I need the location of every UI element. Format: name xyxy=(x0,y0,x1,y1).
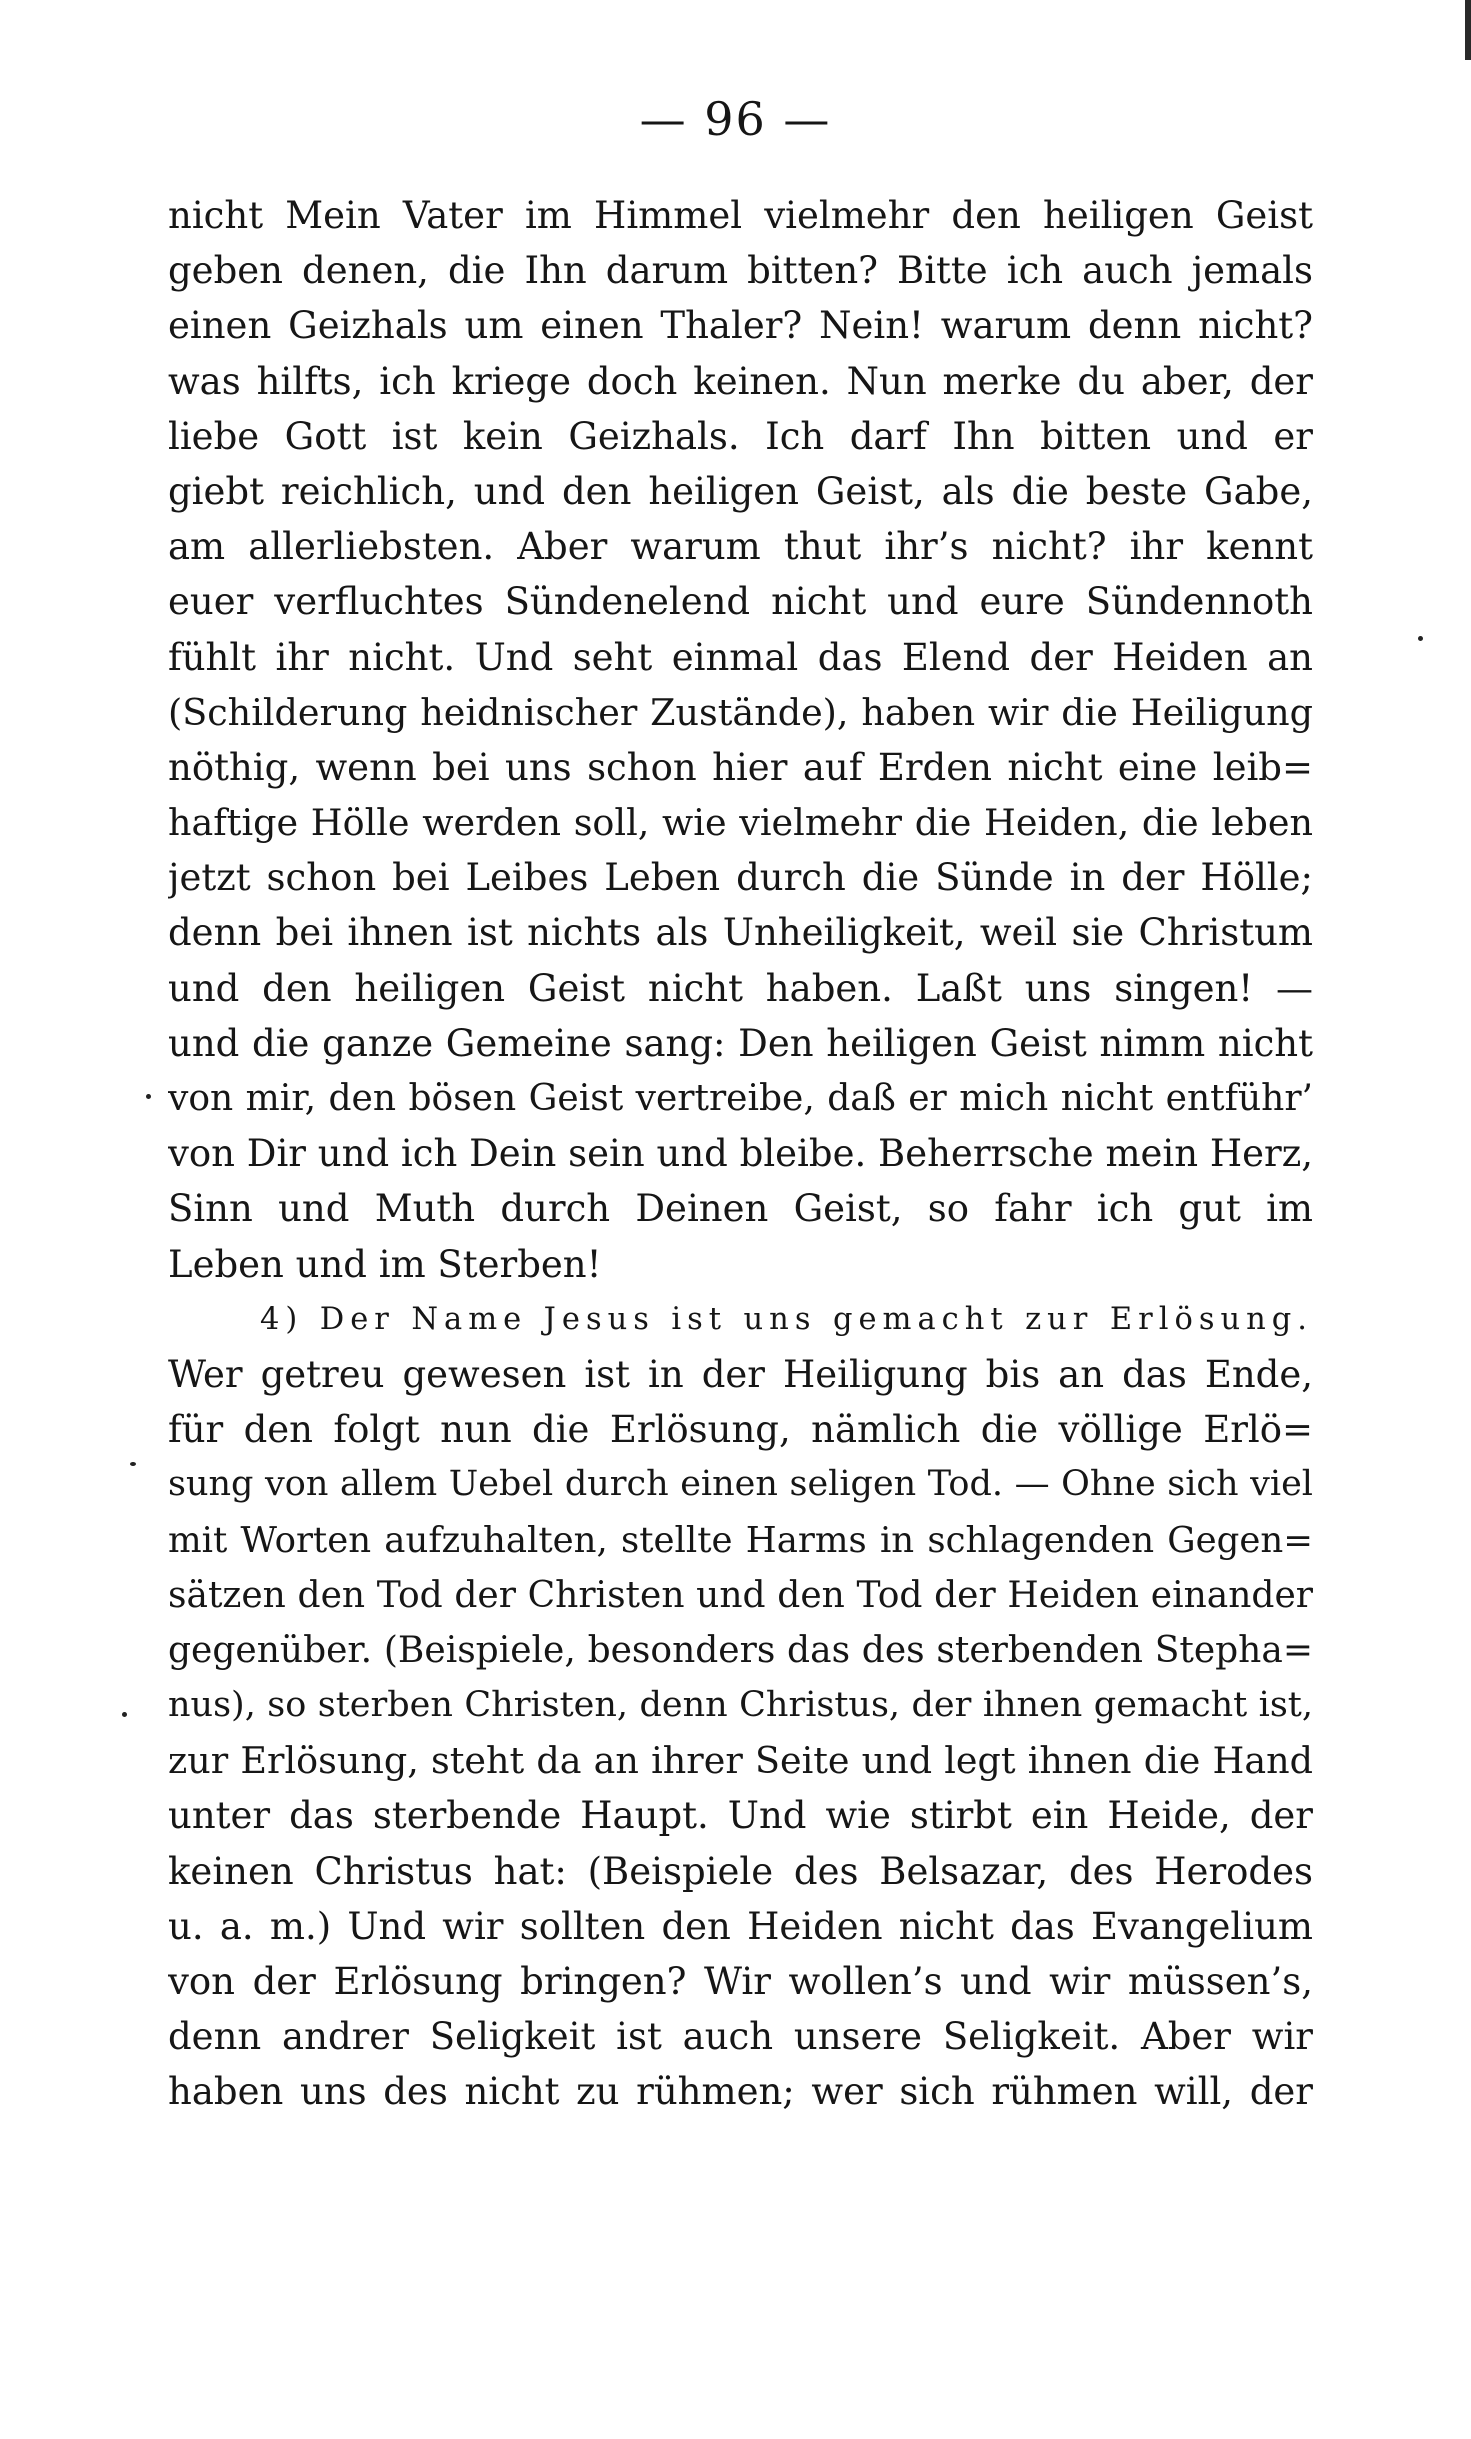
ink-speck xyxy=(1418,636,1423,641)
text-line: u. a. m.) Und wir sollten den Heiden nicht das Evangelium xyxy=(168,1904,1313,1948)
text-line: und den heiligen Geist nicht haben. Laßt uns singen! — xyxy=(168,966,1313,1010)
text-line: unter das sterbende Haupt. Und wie stirbt ein Heide, der xyxy=(168,1794,1313,1838)
text-line: Sinn und Muth durch Deinen Geist, so fahr ich gut im xyxy=(168,1187,1313,1231)
text-line: Leben und im Sterben! xyxy=(168,1242,602,1286)
ink-speck xyxy=(130,1462,136,1466)
text-line: nus), so sterben Christen, denn Christus, der ihnen gemacht ist, xyxy=(168,1685,1313,1726)
text-line: einen Geizhals um einen Thaler? Nein! warum denn nicht? xyxy=(168,304,1313,348)
text-line: von mir, den bösen Geist vertreibe, daß er mich nicht entführ’ xyxy=(168,1078,1313,1119)
text-line: von Dir und ich Dein sein und bleibe. Beherrsche mein Herz, xyxy=(168,1132,1313,1176)
text-line: denn andrer Seligkeit ist auch unsere Seligkeit. Aber wir xyxy=(168,2015,1313,2059)
scan-edge-mark xyxy=(1465,0,1471,60)
ink-speck xyxy=(146,1094,151,1099)
text-line: mit Worten aufzuhalten, stellte Harms in schlagenden Gegen= xyxy=(168,1519,1313,1561)
text-line: (Schilderung heidnischer Zustände), haben wir die Heiligung xyxy=(168,690,1313,734)
text-line: von der Erlösung bringen? Wir wollen’s und wir müssen’s, xyxy=(168,1960,1313,2003)
text-line: nicht Mein Vater im Himmel vielmehr den heiligen Geist xyxy=(168,194,1313,237)
text-line: sätzen den Tod der Christen und den Tod der Heiden einander xyxy=(168,1574,1313,1616)
text-line: nöthig, wenn bei uns schon hier auf Erden nicht eine leib= xyxy=(168,745,1313,789)
text-line: geben denen, die Ihn darum bitten? Bitte ich auch jemals xyxy=(168,249,1313,293)
text-line: gegenüber. (Beispiele, besonders das des sterbenden Stepha= xyxy=(168,1629,1313,1671)
text-line: liebe Gott ist kein Geizhals. Ich darf Ihn bitten und er xyxy=(168,414,1313,458)
text-line: am allerliebsten. Aber warum thut ihr’s nicht? ihr kennt xyxy=(168,525,1313,569)
text-line: jetzt schon bei Leibes Leben durch die Sünde in der Hölle; xyxy=(168,856,1313,900)
text-line: sung von allem Uebel durch einen seligen Tod. — Ohne sich viel xyxy=(168,1464,1313,1505)
page-number: — 96 — xyxy=(639,92,832,146)
ink-speck xyxy=(122,1712,127,1717)
text-line: denn bei ihnen ist nichts als Unheiligkeit, weil sie Christum xyxy=(168,911,1313,955)
text-line: fühlt ihr nicht. Und seht einmal das Elend der Heiden an xyxy=(168,635,1313,679)
text-line: giebt reichlich, und den heiligen Geist, als die beste Gabe, xyxy=(168,469,1313,513)
text-line: Wer getreu gewesen ist in der Heiligung bis an das Ende, xyxy=(168,1352,1313,1396)
text-line: für den folgt nun die Erlösung, nämlich die völlige Erlö= xyxy=(168,1408,1313,1452)
section-heading-line: 4) Der Name Jesus ist uns gemacht zur Erlösung. xyxy=(260,1301,1313,1337)
text-line: keinen Christus hat: (Beispiele des Belsazar, des Herodes xyxy=(168,1849,1313,1893)
text-line: was hilfts, ich kriege doch keinen. Nun merke du aber, der xyxy=(168,359,1313,403)
body-text xyxy=(168,188,1313,2120)
text-line: haftige Hölle werden soll, wie vielmehr die Heiden, die leben xyxy=(168,801,1313,845)
text-line: euer verfluchtes Sündenelend nicht und eure Sündennoth xyxy=(168,580,1313,624)
text-line: haben uns des nicht zu rühmen; wer sich rühmen will, der xyxy=(168,2070,1313,2114)
text-line: und die ganze Gemeine sang: Den heiligen Geist nimm nicht xyxy=(168,1021,1313,1065)
text-line: zur Erlösung, steht da an ihrer Seite und legt ihnen die Hand xyxy=(168,1739,1313,1783)
